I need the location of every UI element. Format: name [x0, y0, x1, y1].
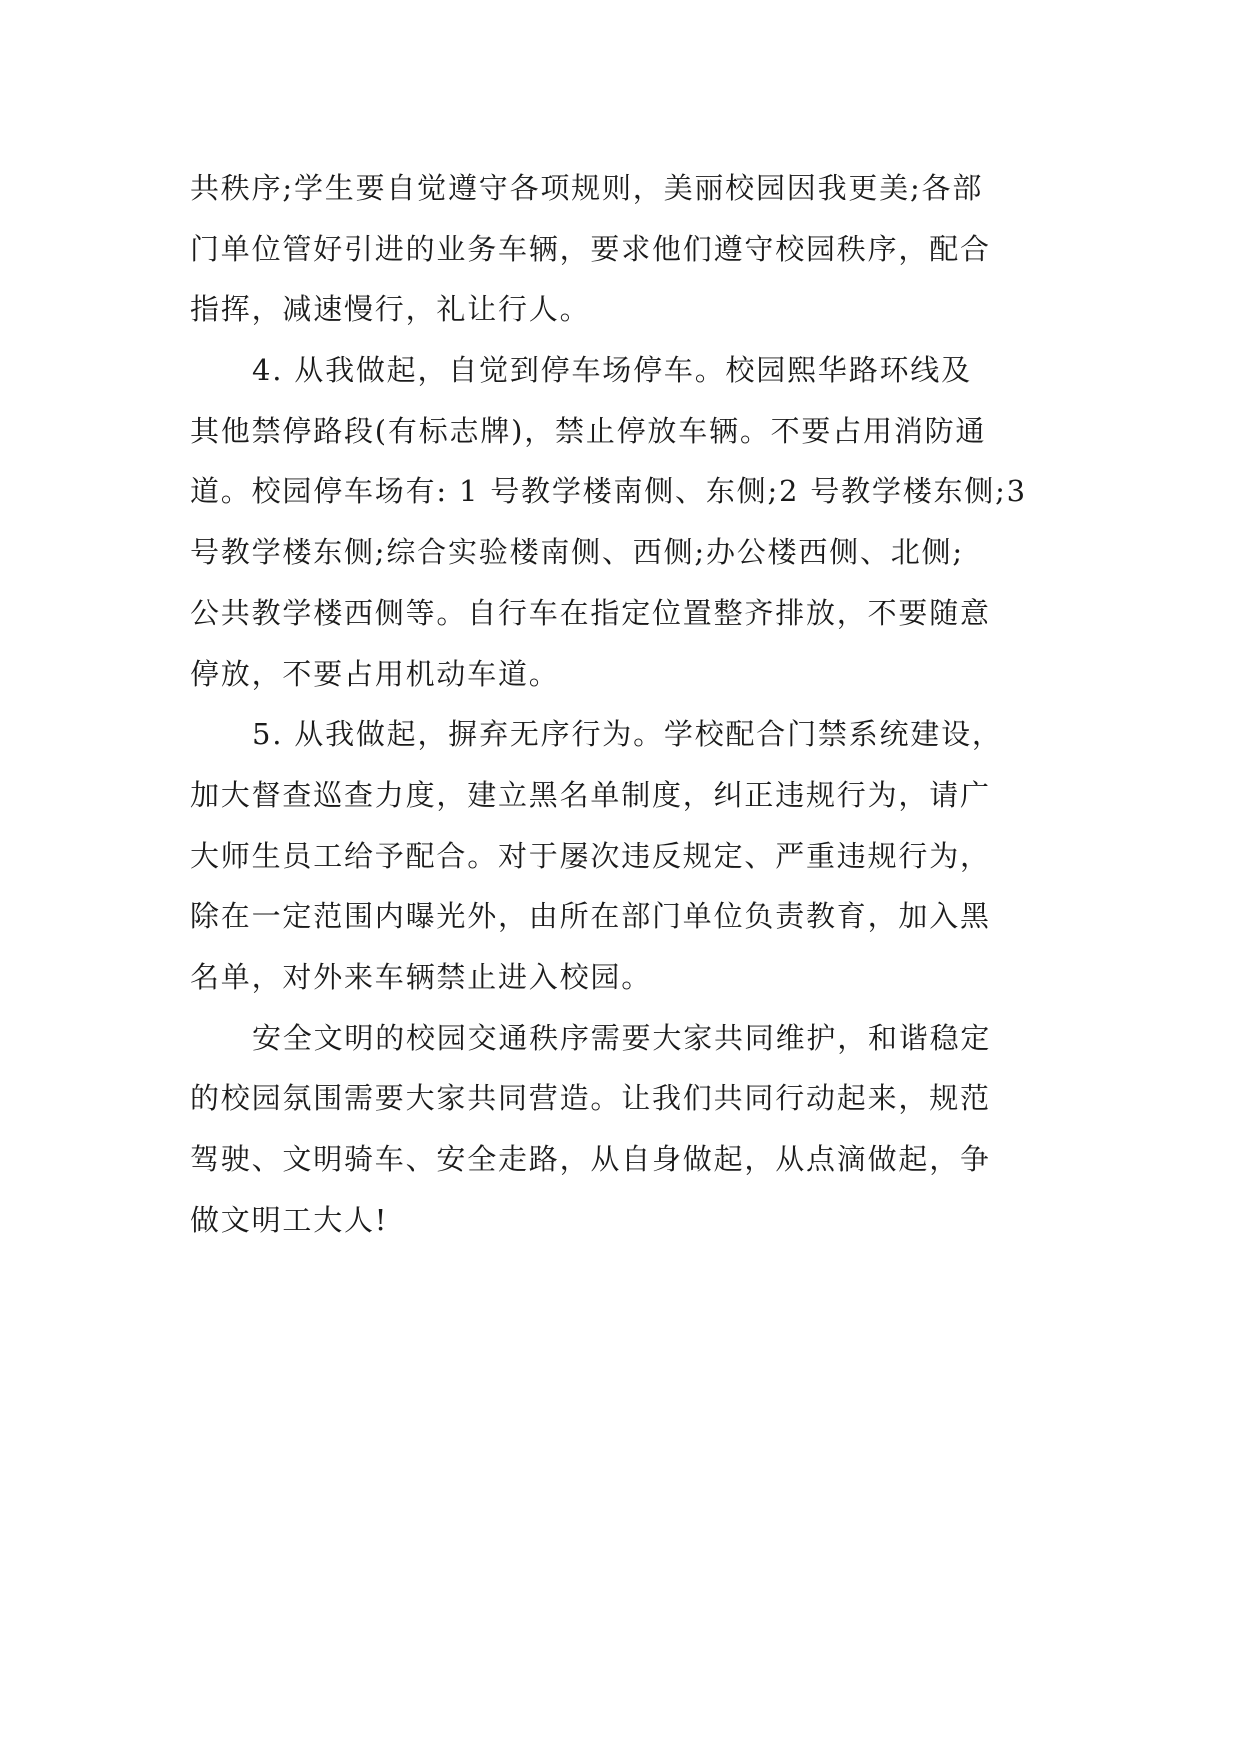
paragraph-line: 号教学楼东侧;综合实验楼南侧、西侧;办公楼西侧、北侧;: [190, 535, 964, 570]
paragraph-line: 指挥，减速慢行，礼让行人。: [190, 292, 591, 327]
paragraph-line: 公共教学楼西侧等。自行车在指定位置整齐排放，不要随意: [190, 595, 991, 630]
paragraph-line: 停放，不要占用机动车道。: [190, 656, 560, 691]
paragraph-line: 驾驶、文明骑车、安全走路，从自身做起，从点滴做起，争: [190, 1142, 991, 1176]
paragraph-line: 的校园氛围需要大家共同营造。让我们共同行动起来，规范: [190, 1081, 991, 1116]
paragraph-line: 道。校园停车场有: 1 号教学楼南侧、东侧;2 号教学楼东侧;3: [190, 474, 1027, 509]
paragraph-line: 除在一定范围内曝光外，由所在部门单位负责教育，加入黑: [190, 899, 991, 934]
paragraph-line: 4. 从我做起，自觉到停车场停车。校园熙华路环线及: [252, 353, 972, 388]
paragraph-line: 加大督查巡查力度，建立黑名单制度，纠正违规行为，请广: [190, 777, 991, 812]
paragraph-line: 大师生员工给予配合。对于屡次违反规定、严重违规行为，: [190, 838, 991, 873]
paragraph-line: 名单，对外来车辆禁止进入校园。: [190, 959, 653, 994]
paragraph-line: 其他禁停路段(有标志牌)，禁止停放车辆。不要占用消防通: [190, 413, 987, 448]
paragraph-line: 5. 从我做起，摒弃无序行为。学校配合门禁系统建设，: [252, 717, 1003, 752]
paragraph-line: 门单位管好引进的业务车辆，要求他们遵守校园秩序，配合: [190, 231, 991, 266]
paragraph-line: 共秩序;学生要自觉遵守各项规则，美丽校园因我更美;各部: [190, 171, 984, 205]
paragraph-line: 安全文明的校园交通秩序需要大家共同维护，和谐稳定: [252, 1020, 992, 1055]
paragraph-line: 做文明工大人!: [190, 1202, 389, 1237]
document-body: [190, 158, 1060, 1250]
